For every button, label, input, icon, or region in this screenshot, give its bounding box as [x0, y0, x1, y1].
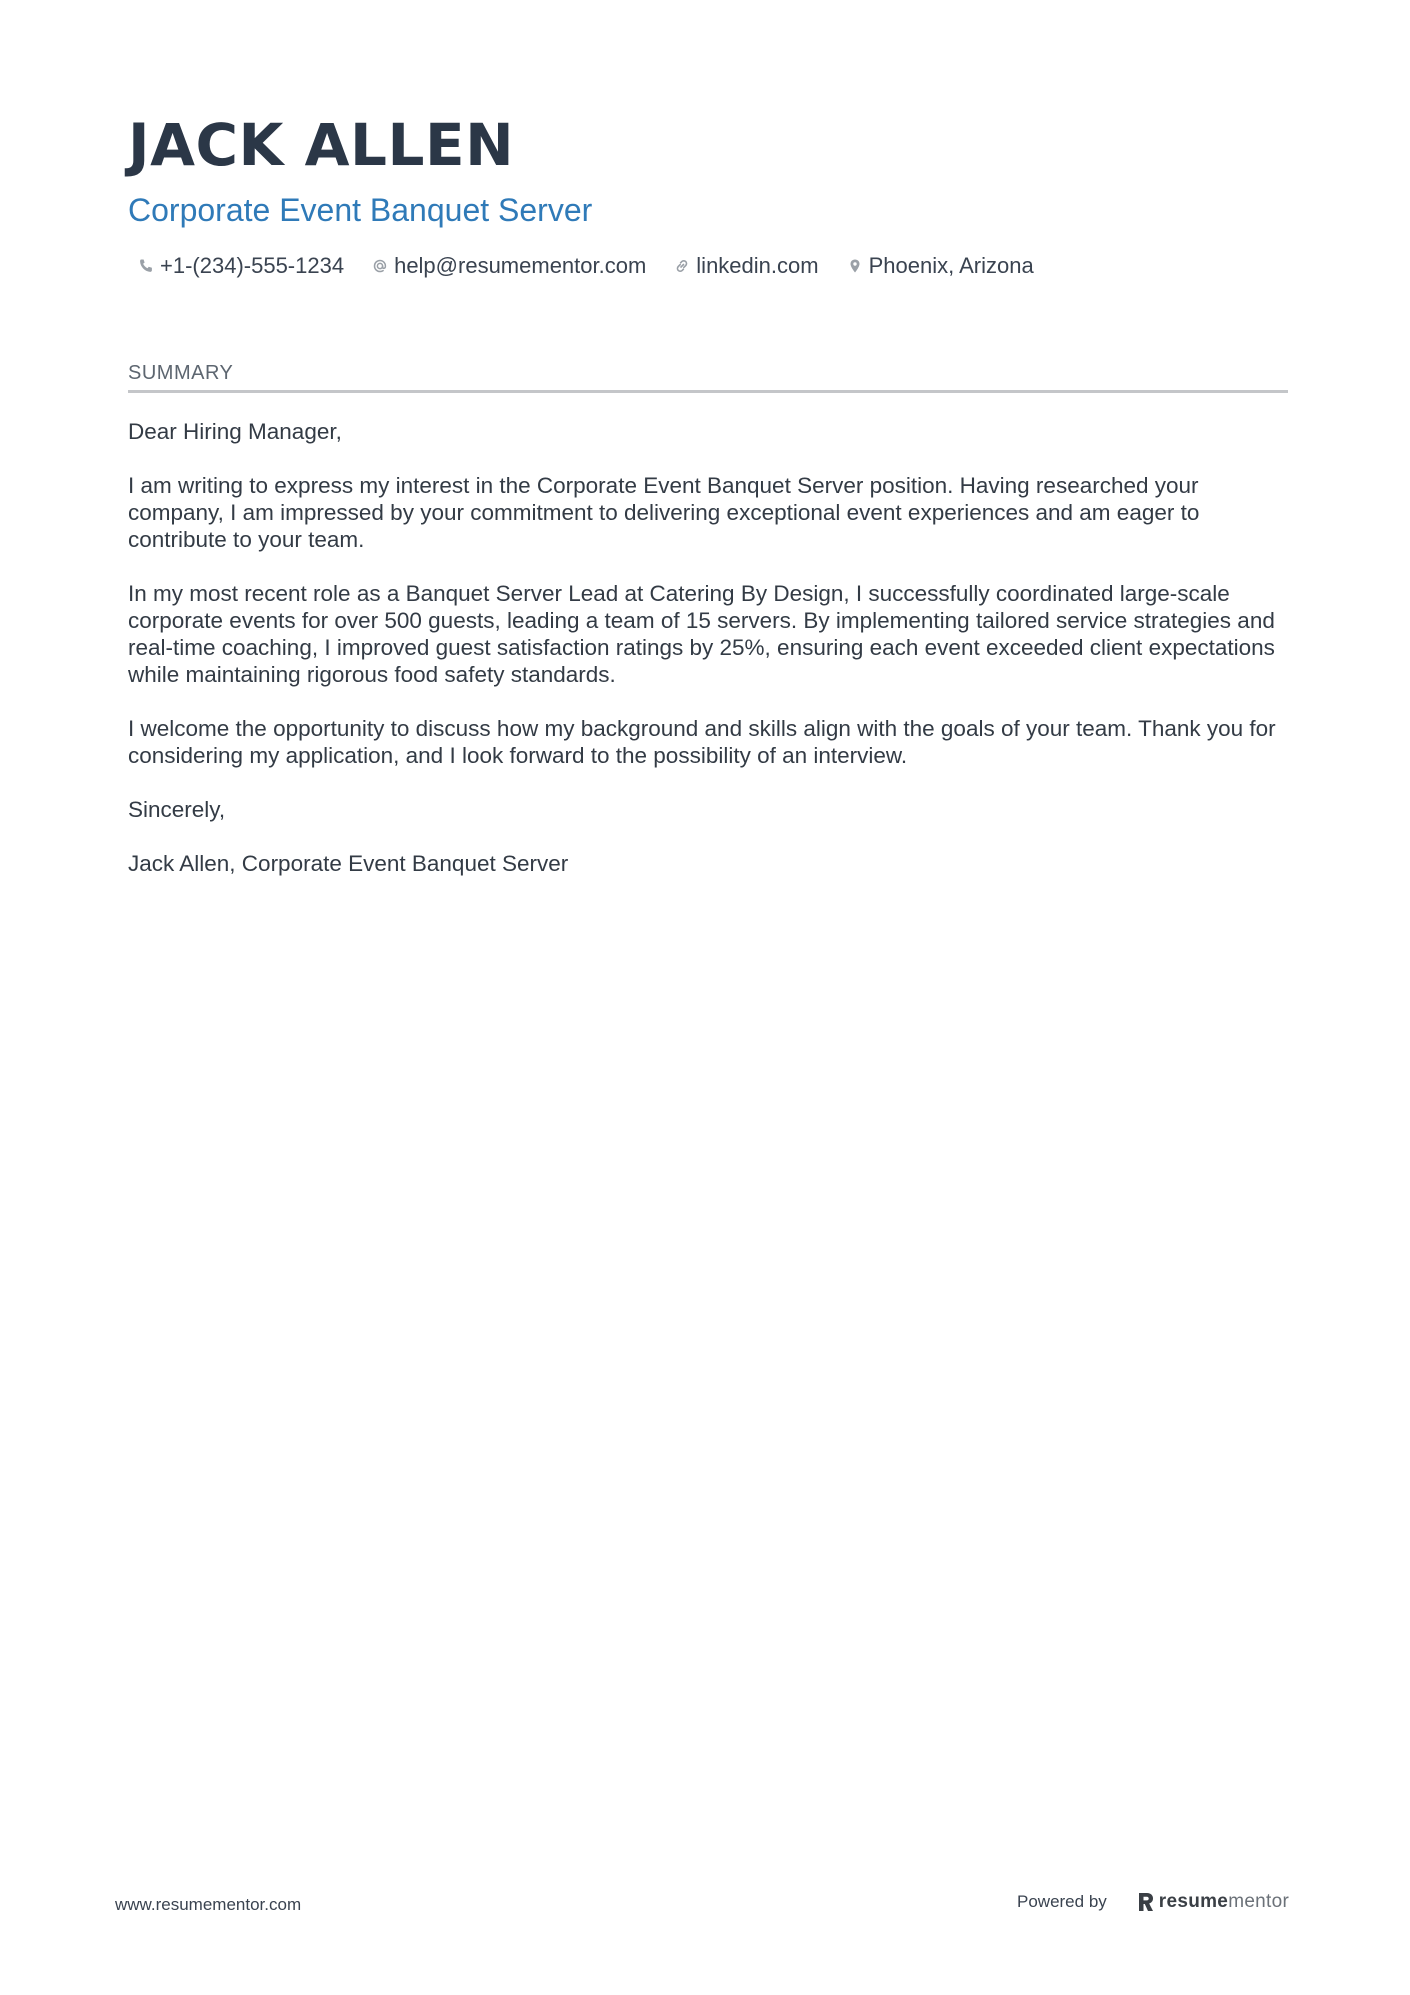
paragraph-experience: In my most recent role as a Banquet Server Lead at Catering By Design, I successfully coordinated large-scale corporate events for over 500 guests, leading a team of 15 servers. By implementing tailored service strategies and real-time coaching, I improved guest satisfaction ratings by 25%, ensuring each event exceeded client expectations while maintaining rigorous food safety standards.: [128, 581, 1275, 687]
applicant-name: JACK ALLEN: [128, 111, 515, 179]
website-text[interactable]: linkedin.com: [696, 253, 819, 278]
letter-body: [128, 418, 1288, 877]
paragraph-intro: I am writing to express my interest in the Corporate Event Banquet Server position. Having researched your company, I am impressed by your commitment to delivering exceptional event experiences and am eager to contribute to your team.: [128, 473, 1200, 552]
powered-by: [1017, 1891, 1289, 1913]
at-icon: [371, 257, 389, 275]
location-pin-icon: [846, 257, 864, 275]
header: [128, 110, 1288, 280]
brand-name-bold: resume: [1158, 1891, 1229, 1912]
contact-location: [846, 252, 1034, 280]
footer-url[interactable]: www.resumementor.com: [115, 1895, 302, 1914]
signature: Jack Allen, Corporate Event Banquet Server: [128, 851, 569, 876]
resumementor-logo-icon: [1137, 1891, 1155, 1913]
section-heading: SUMMARY: [128, 360, 1288, 393]
powered-by-label: Powered by: [1017, 1892, 1107, 1911]
summary-section: [128, 360, 1288, 904]
email-text[interactable]: help@resumementor.com: [394, 253, 647, 278]
contact-website: [673, 252, 818, 280]
brand-name-light: mentor: [1228, 1891, 1290, 1912]
paragraph-closing: I welcome the opportunity to discuss how my background and skills align with the goals of your team. Thank you for considering my application, and I look forward to the possibility of an interview.: [128, 716, 1276, 768]
contact-bar: [128, 252, 1288, 280]
contact-phone: [137, 252, 344, 280]
phone-text[interactable]: +1-(234)-555-1234: [160, 253, 345, 278]
closing: Sincerely,: [128, 797, 226, 822]
location-text: Phoenix, Arizona: [868, 253, 1034, 278]
brand-logo[interactable]: [1137, 1891, 1289, 1913]
link-icon: [673, 257, 691, 275]
contact-email: [371, 252, 646, 280]
greeting: Dear Hiring Manager,: [128, 419, 342, 444]
job-title: Corporate Event Banquet Server: [128, 192, 593, 228]
phone-icon: [137, 257, 155, 275]
